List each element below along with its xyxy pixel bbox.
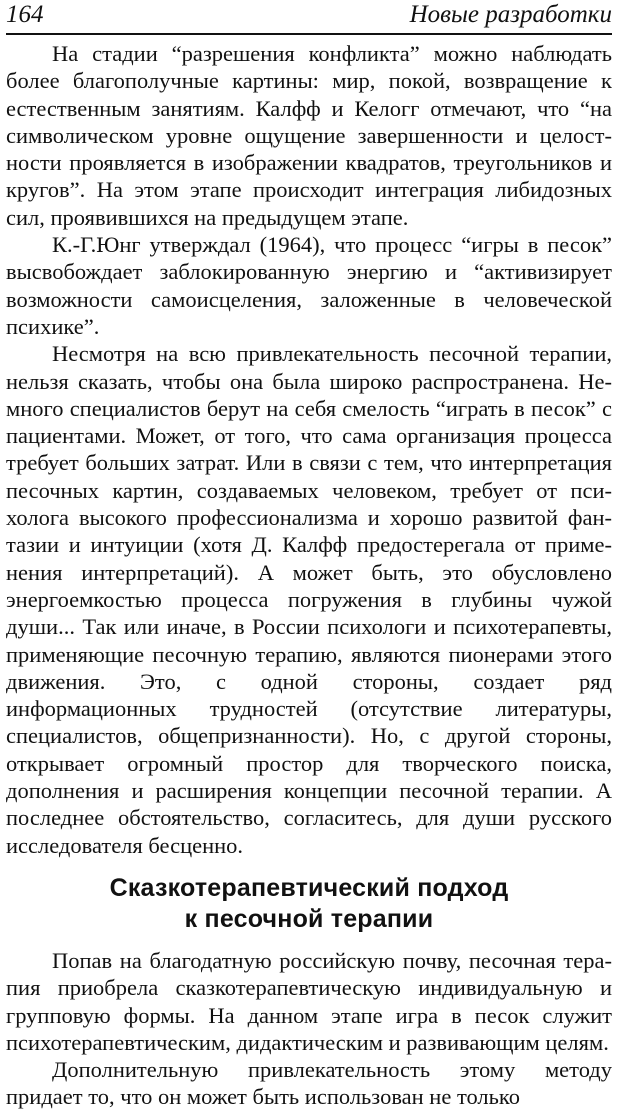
running-head [6, 0, 612, 30]
page-body [6, 40, 612, 1111]
paragraph-additional-appeal: Дополнительную привлекательность этому методу придает то, что он может быть использован не только [6, 1057, 612, 1110]
paragraph-resolution-stage: На стадии “разрешения конфликта” можно наблюдать более благополучные картины: мир, покой, возвращение к естественным занятиям. Калфф и Келогг отмечают, что “на символическом уровне ощущение завершенности и целостности проявляется в изображении квадратов, треугольников и кругов”. На этом этапе происходит интеграция либидозных сил, проявившихся на предыдущем этапе. [6, 41, 612, 230]
section-heading [6, 873, 612, 935]
header-rule [6, 33, 612, 35]
paragraph-fairytale-therapy-forms: Попав на благодатную российскую почву, песочная терапия приобрела сказкотерапевтическую индивидуальную и групповую формы. На данном этапе игра в песок служит психотерапевтическим, дидактическим и развивающим целям. [6, 947, 612, 1055]
running-title: Новые разработки [409, 1, 612, 28]
paragraph-jung-quote: К.-Г.Юнг утверждал (1964), что процесс “игры в песок” высвобождает заблокированную энергию и “активизирует возможности самоисцеления, заложенные в человеческой психике”. [6, 232, 612, 339]
section-heading-line-2: к песочной терапии [184, 904, 434, 933]
section-heading-line-1: Сказкотерапевтический подход [109, 873, 509, 902]
paragraph-sand-therapy-in-russia: Несмотря на всю привлекательность песочной терапии, нельзя сказать, чтобы она была широко распространена. Немного специалистов берут на себя смелость “играть в песок” с пациентами. Может, от того, что сама организация процесса требует больших затрат. Или в связи с тем, что интерпретация песочных картин, создаваемых человеком, требует от психолога высокого профессионализма и хорошо развитой фантазии и интуиции (хотя Д. Калфф предостерегала от применения интерпретаций). А может быть, это обусловлено энергоемкостью процесса погружения в глубины чужой души... Так или иначе, в России психологи и психотерапевты, применяющие песочную терапию, являются пионерами этого движения. Это, с одной стороны, создает ряд информационных трудностей (отсутствие литературы, специалистов, общепризнанности). Но, с другой стороны, открывает огромный простор для творческого поиска, дополнения и расширения концепции песочной терапии. А последнее обстоятельство, согласитесь, для души русского исследователя бесценно. [6, 341, 612, 858]
page-number: 164 [6, 1, 44, 28]
